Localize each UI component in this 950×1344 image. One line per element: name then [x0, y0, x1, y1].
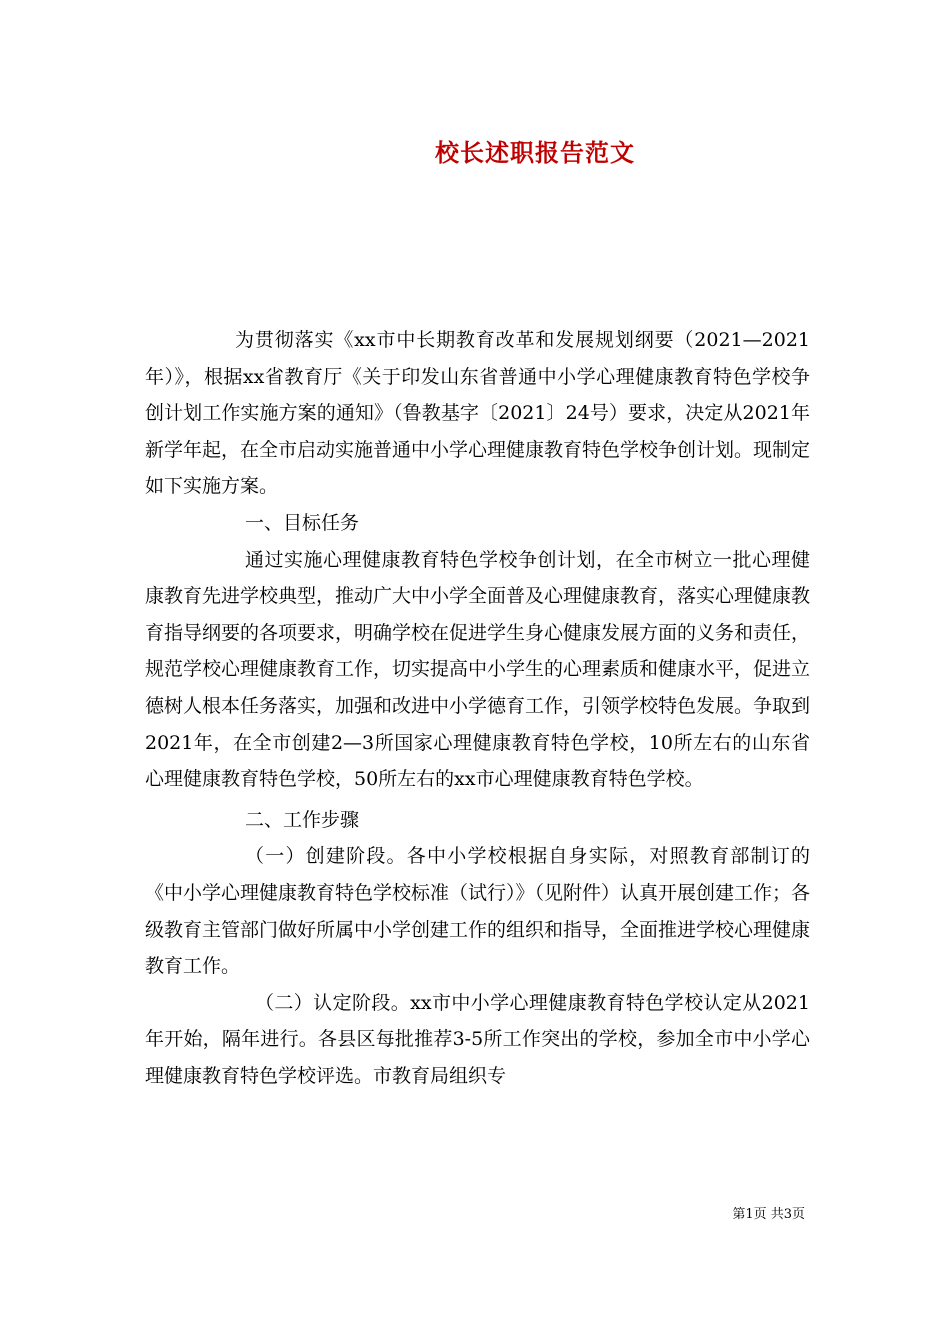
- heading-goals: 一、目标任务: [245, 511, 360, 534]
- heading-steps: 二、工作步骤: [245, 808, 360, 831]
- paragraph-intro: 为贯彻落实《xx市中长期教育改革和发展规划纲要（2021—2021年）》，根据xx省教育厅《关于印发山东省普通中小学心理健康教育特色学校争创计划工作实施方案的通知》（鲁教基字〔2021〕24号）要求，决定从2021年新学年起，在全市启动实施普通中小学心理健康教育特色学校争创计划。现制定如下实施方案。: [145, 329, 811, 498]
- paragraph-step-one: （一）创建阶段。各中小学校根据自身实际，对照教育部制订的《中小学心理健康教育特色学校标准（试行）》（见附件）认真开展创建工作；各级教育主管部门做好所属中小学创建工作的组织和指导，全面推进学校心理健康教育工作。: [145, 845, 811, 978]
- document-body: [145, 322, 810, 1094]
- paragraph-step-two: （二）认定阶段。xx市中小学心理健康教育特色学校认定从2021年开始，隔年进行。各县区每批推荐3-5所工作突出的学校，参加全市中小学心理健康教育特色学校评选。市教育局组织专: [145, 991, 810, 1087]
- paragraph-goals: 通过实施心理健康教育特色学校争创计划，在全市树立一批心理健康教育先进学校典型，推动广大中小学全面普及心理健康教育，落实心理健康教育指导纲要的各项要求，明确学校在促进学生身心健康发展方面的义务和责任，规范学校心理健康教育工作，切实提高中小学生的心理素质和健康水平，促进立德树人根本任务落实，加强和改进中小学德育工作，引领学校特色发展。争取到2021年，在全市创建2—3所国家心理健康教育特色学校，10所左右的山东省心理健康教育特色学校，50所左右的xx市心理健康教育特色学校。: [145, 548, 811, 791]
- page-number: 第1页 共3页: [732, 1207, 805, 1222]
- document-title: 校长述职报告范文: [435, 138, 635, 167]
